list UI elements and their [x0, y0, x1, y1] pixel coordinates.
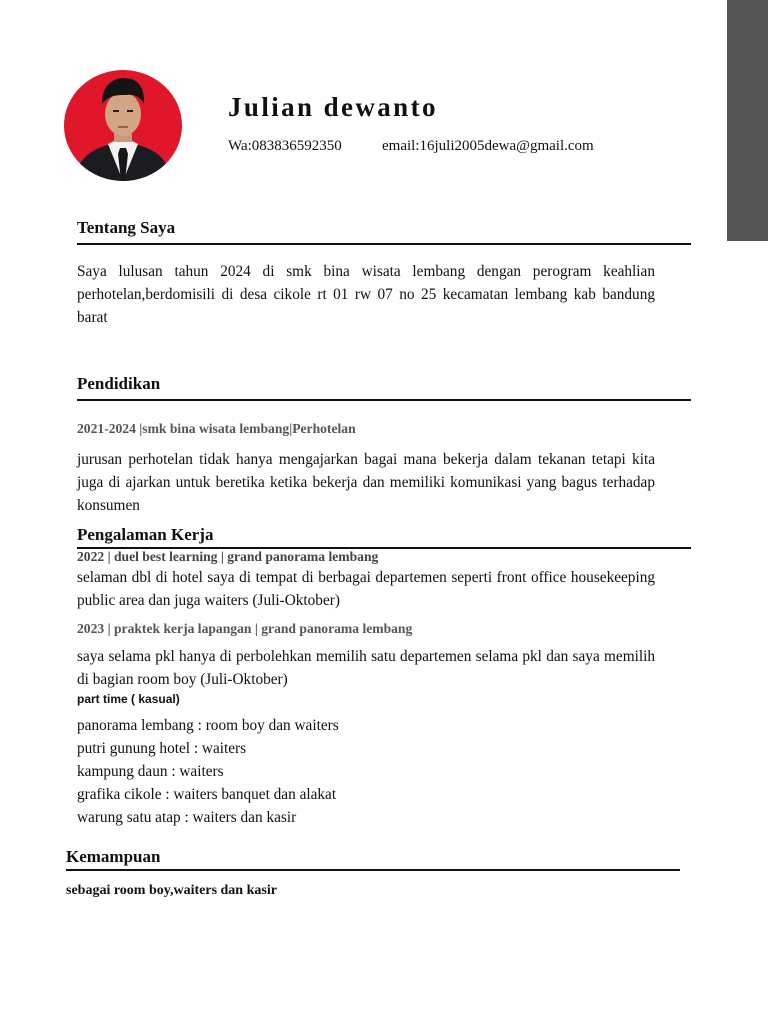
experience-entry-heading: 2023 | praktek kerja lapangan | grand panorama lembang — [77, 621, 413, 636]
skills-divider — [66, 869, 680, 871]
experience-entry-heading: 2022 | duel best learning | grand panorama lembang — [77, 549, 379, 564]
parttime-label: part time ( kasual) — [77, 692, 180, 706]
about-text: Saya lulusan tahun 2024 di smk bina wisata lembang dengan perogram keahlian perhotelan,berdomisili di desa cikole rt 01 rw 07 no 25 kecamatan lembang kab bandung barat — [77, 263, 655, 326]
experience-title: Pengalaman Kerja — [77, 525, 214, 544]
decorative-side-bar — [727, 0, 768, 241]
full-name: Julian dewanto — [228, 92, 438, 122]
profile-photo — [64, 70, 182, 181]
experience-entry-text: selaman dbl di hotel saya di tempat di berbagai departemen seperti front office housekeeping public area dan juga waiters (Juli-Oktober) — [77, 569, 655, 609]
list-item: kampung daun : waiters — [77, 763, 224, 780]
parttime-list — [77, 714, 339, 829]
skills-text: sebagai room boy,waiters dan kasir — [66, 883, 277, 898]
experience-entry-text: saya selama pkl hanya di perbolehkan memilih satu departemen selama pkl dan saya memilih di bagian room boy (Juli-Oktober) — [77, 648, 655, 688]
skills-title: Kemampuan — [66, 847, 161, 866]
list-item: warung satu atap : waiters dan kasir — [77, 809, 297, 826]
phone-number: Wa:083836592350 — [228, 138, 342, 154]
about-divider — [77, 243, 691, 245]
education-entry-heading: 2021-2024 |smk bina wisata lembang|Perhotelan — [77, 421, 356, 436]
list-item: grafika cikole : waiters banquet dan alakat — [77, 786, 337, 803]
education-divider — [77, 399, 691, 401]
education-entry-text: jurusan perhotelan tidak hanya mengajarkan bagai mana bekerja dalam tekanan tetapi kita juga di ajarkan untuk beretika ketika bekerja dan memiliki komunikasi yang bagus terhadap konsumen — [77, 451, 655, 514]
email-address: email:16juli2005dewa@gmail.com — [382, 138, 594, 154]
list-item: putri gunung hotel : waiters — [77, 740, 247, 757]
about-title: Tentang Saya — [77, 218, 176, 237]
education-title: Pendidikan — [77, 374, 161, 393]
list-item: panorama lembang : room boy dan waiters — [77, 717, 339, 734]
